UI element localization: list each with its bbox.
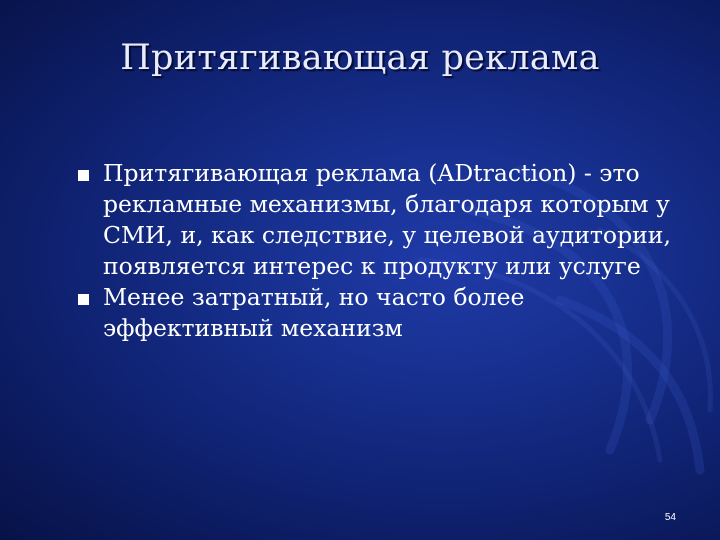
bullet-list [78,158,688,344]
bullet-text: Менее затратный, но часто более эффективный механизм [103,283,525,342]
bullet-item [78,158,688,282]
bullet-text: Притягивающая реклама (ADtraction) - это рекламные механизмы, благодаря которым у СМИ, и, как следствие, у целевой аудитории, появляется интерес к продукту или услуге [103,159,671,280]
square-bullet-icon [78,294,89,305]
bullet-item [78,282,688,344]
square-bullet-icon [78,170,89,181]
slide-number: 54 [664,512,676,523]
slide-title: Притягивающая реклама [120,38,600,78]
